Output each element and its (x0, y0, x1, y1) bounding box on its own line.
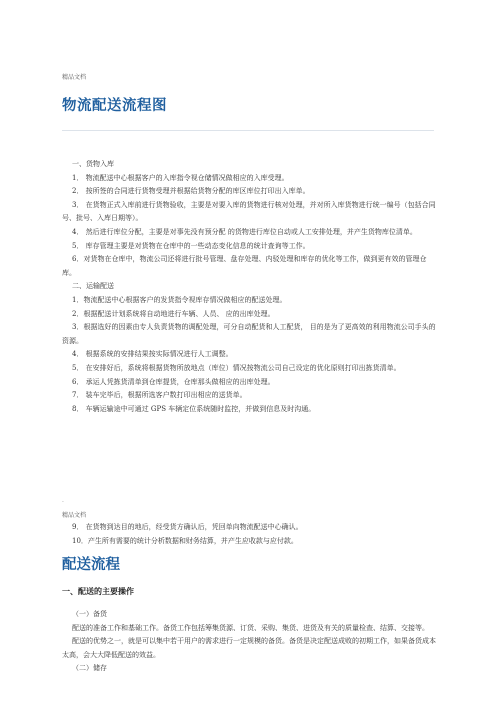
text-line: 2． 按所签的合同进行货物受理并根据给货物分配的库区库位打印出入库单。 (72, 187, 310, 196)
text-line: 6．对货物在仓库中，物流公司还将进行批号管理、盘存处理、内驳处理和库存的优化等工作，做到更有效的管理仓库。 (62, 255, 427, 277)
text-line: 4． 根据系统的安排结果按实际情况进行人工调整。 (72, 350, 233, 359)
page-title: 物流配送流程图 (62, 97, 167, 114)
text-line: 8． 车辆运输途中可通过 GPS 车辆定位系统随时监控，并做到信息及时沟通。 (72, 404, 316, 413)
text-line: 1．物流配送中心根据客户的发货指令视库存情况做相应的配送处理。 (72, 295, 287, 304)
text-line: 4． 然后进行库位分配，主要是对事先没有预分配 的货物进行库位自动或人工安排处理，并产生货物库位清单。 (72, 227, 417, 236)
section-distribution-ops (62, 608, 436, 676)
text-line: 10．产生所有需要的统计分析数据和财务结算，并产生应收款与应付款。 (72, 536, 298, 545)
text-line: 3． 在货物正式入库前进行货物验收，主要是对要入库的货物进行核对处理，并对所入库货物进行统一编号（包括合同号、批号、入库日期等）。 (62, 200, 436, 223)
section-goods-inbound (62, 158, 436, 416)
subheading: 一、配送的主要操作 (62, 586, 134, 596)
text-line: （二）储存 (72, 664, 107, 673)
text-line: 7． 装车完毕后，根据所选客户数打印出相应的送货单。 (72, 391, 247, 400)
text-line: 5． 库存管理主要是对货物在仓库中的一些动态变化信息的统计查询等工作。 (72, 241, 310, 250)
header-label: 精品文档 (62, 74, 87, 81)
section-continued (62, 521, 436, 548)
footer-label: 精品文档 (62, 512, 87, 519)
text-line: 1． 物流配送中心根据客户的入库指令视仓储情况做相应的入库受理。 (72, 173, 289, 182)
text-line: 配送的优势之一，就是可以集中若干用户的需求进行一定规模的备货。备货是决定配送成败的初期工作，如果备货成本太高，会大大降低配送的效益。 (62, 637, 436, 659)
text-line: 一、货物入库 (72, 160, 114, 168)
text-line: 9． 在货物到达目的地后，经受货方确认后，凭回单向物流配送中心确认。 (72, 523, 303, 531)
section-title: 配送流程 (62, 556, 120, 573)
text-line: 6． 承运人凭拣货清单到仓库提货，仓库那头做相应的出库处理。 (72, 377, 275, 386)
text-line: 3．根据选好的因素由专人负责货物的调配处理，可分自动配货和人工配货， 目的是为了更高效的利用物流公司手头的资源。 (62, 323, 436, 345)
text-line: 5． 在安排好后，系统将根据货物所放地点（库位）情况按物流公司自己设定的优化原则打印出拣货清单。 (72, 363, 401, 372)
text-line: 2．根据配送计划系统将自动地进行车辆、人员、 应的出库处理。 (72, 309, 275, 318)
page-break-mark: . (62, 497, 64, 504)
text-line: （一）备货 (72, 610, 107, 618)
title-divider (62, 130, 434, 131)
text-line: 二、运输配送 (72, 282, 114, 291)
text-line: 配送的准备工作和基础工作。备货工作包括筹集货源、订货、采购、集货、进货及有关的质量检查、结算、交接等。 (72, 623, 429, 632)
